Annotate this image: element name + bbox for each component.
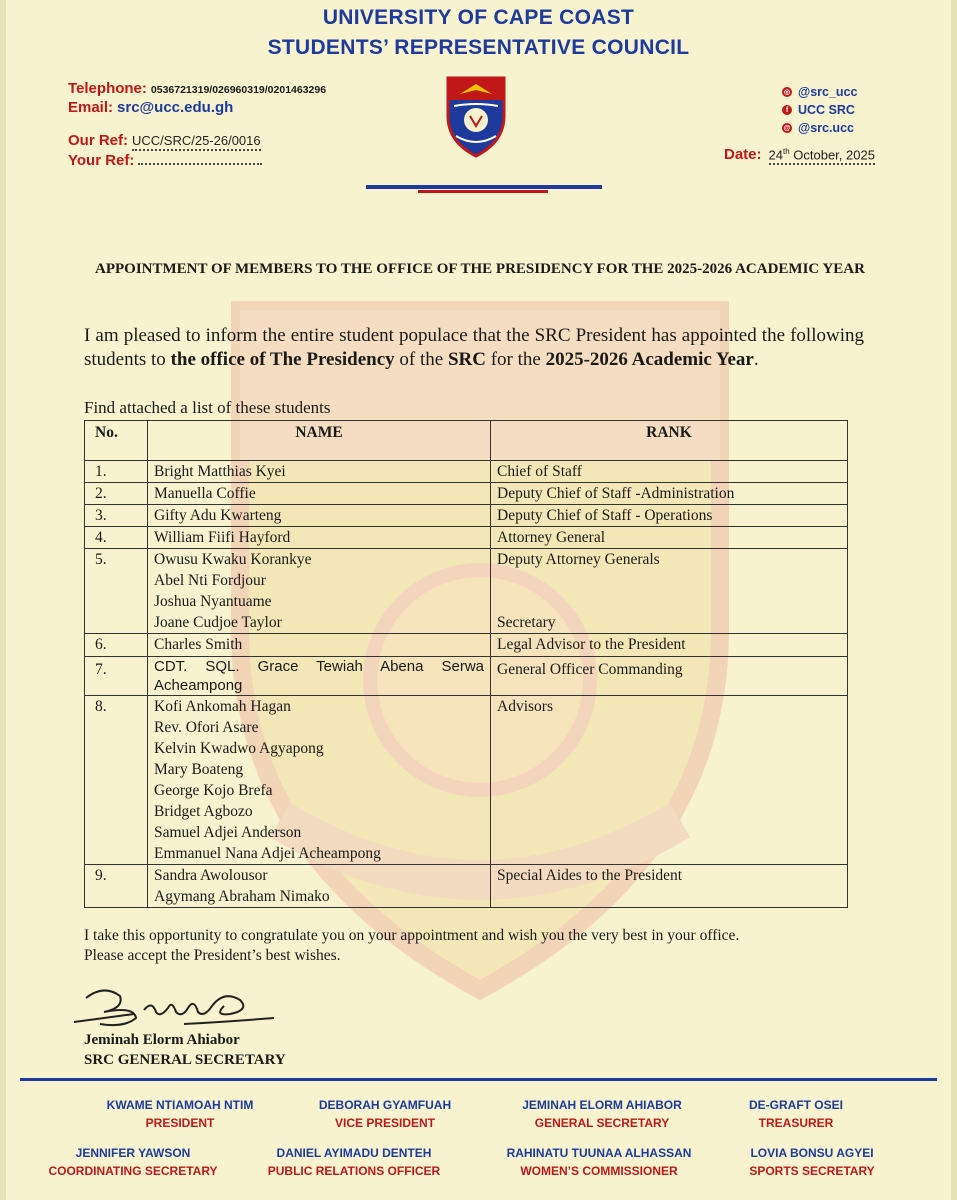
row-rank: Chief of Staff: [491, 461, 848, 483]
row-name: Abel Nti Fordjour: [154, 572, 266, 589]
table-row: [85, 527, 848, 549]
header-rank: RANK: [491, 421, 848, 461]
contact-block: [68, 80, 326, 118]
row-names: [148, 505, 491, 527]
row-name: CDT. SQL. Grace Tewiah Abena Serwa Acheampong: [154, 658, 484, 694]
frame-edge-right: [951, 0, 957, 1200]
row-names: [148, 634, 491, 657]
row-name: Manuella Coffie: [154, 485, 256, 502]
intro-bold-3: 2025-2026 Academic Year: [545, 349, 754, 370]
table-row: [85, 657, 848, 696]
row-rank: Deputy Chief of Staff - Operations: [491, 505, 848, 527]
row-rank: Special Aides to the President: [491, 865, 848, 908]
social-handles: [782, 83, 857, 137]
row-name: Bright Matthias Kyei: [154, 463, 286, 480]
footer-member: [474, 1146, 724, 1178]
row-name: Sandra Awolousor: [154, 867, 268, 884]
signature-icon: [64, 978, 284, 1034]
social-threads-text: @src.ucc: [798, 121, 854, 135]
our-ref-line: [68, 132, 262, 152]
footer-member-role: PRESIDENT: [145, 1116, 215, 1130]
intro-text-3: for the: [485, 349, 546, 370]
social-facebook[interactable]: [782, 101, 857, 119]
footer-member: [290, 1098, 480, 1130]
row-name: Agymang Abraham Nimako: [154, 888, 330, 905]
date-value: [769, 147, 875, 165]
email-label: Email:: [68, 99, 114, 116]
telephone-value: 0536721319/026960319/0201463296: [150, 84, 327, 96]
telephone-label: Telephone:: [68, 80, 147, 97]
row-names: [148, 461, 491, 483]
row-name: Kofi Ankomah Hagan: [154, 698, 291, 715]
row-name: Gifty Adu Kwarteng: [154, 507, 282, 524]
row-name: Mary Boateng: [154, 761, 244, 778]
footer-member: [28, 1146, 238, 1178]
row-name: Kelvin Kwadwo Agyapong: [154, 740, 324, 757]
header-no: No.: [85, 421, 148, 461]
row-no: 7.: [85, 657, 148, 696]
social-instagram[interactable]: [782, 83, 857, 101]
table-row: [85, 634, 848, 657]
footer-member-role: WOMEN’S COMMISSIONER: [520, 1164, 678, 1178]
footer-member-role: GENERAL SECRETARY: [534, 1116, 670, 1130]
date-suffix: th: [782, 146, 790, 156]
footer-member-role: PUBLIC RELATIONS OFFICER: [267, 1164, 441, 1178]
header-divider-blue: [366, 185, 602, 189]
date-line: [724, 146, 875, 165]
header-name: NAME: [148, 421, 491, 461]
row-no: 3.: [85, 505, 148, 527]
instagram-icon: ◎: [783, 89, 791, 96]
row-rank-spacer: [497, 570, 841, 612]
row-rank: Deputy Chief of Staff -Administration: [491, 483, 848, 505]
header-divider-red: [418, 190, 548, 193]
row-names: [148, 549, 491, 634]
closing-line-2: Please accept the President’s best wishes.: [84, 947, 341, 964]
your-ref-line: [68, 152, 262, 172]
table-row: [85, 549, 848, 634]
row-rank: Advisors: [491, 696, 848, 865]
row-rank-secondary: Secretary: [497, 614, 556, 631]
row-no: 9.: [85, 865, 148, 908]
date-day: 24: [768, 147, 783, 162]
intro-text-2: of the: [394, 349, 448, 370]
intro-bold-2: SRC: [447, 349, 486, 370]
signer-name: Jeminah Elorm Ahiabor: [84, 1032, 240, 1048]
row-name: Bridget Agbozo: [154, 803, 253, 820]
footer-member: [732, 1146, 892, 1178]
your-ref-label: Your Ref:: [68, 152, 135, 169]
row-no: 4.: [85, 527, 148, 549]
row-names: [148, 865, 491, 908]
university-title: UNIVERSITY OF CAPE COAST: [322, 6, 635, 29]
row-no: 8.: [85, 696, 148, 865]
row-no: 2.: [85, 483, 148, 505]
your-ref-blank: [138, 153, 262, 165]
date-rest: October, 2025: [789, 147, 875, 162]
row-name: Emmanuel Nana Adjei Acheampong: [154, 845, 381, 862]
footer-member-role: SPORTS SECRETARY: [749, 1164, 875, 1178]
table-row: [85, 483, 848, 505]
row-no: 1.: [85, 461, 148, 483]
row-name: William Fiifi Hayford: [154, 529, 291, 546]
footer-member-role: TREASURER: [758, 1116, 834, 1130]
row-rank: General Officer Commanding: [491, 657, 848, 696]
appointees-table: [84, 420, 848, 908]
closing-paragraph: [84, 926, 739, 966]
frame-edge-left: [0, 0, 6, 1200]
our-ref-label: Our Ref:: [68, 132, 128, 149]
row-rank: Legal Advisor to the President: [491, 634, 848, 657]
table-header-row: [85, 421, 848, 461]
facebook-icon: f: [782, 105, 792, 115]
row-rank: [491, 549, 848, 634]
signer-block: [84, 1030, 286, 1070]
footer-member: [716, 1098, 876, 1130]
row-names: [148, 696, 491, 865]
row-name: George Kojo Brefa: [154, 782, 273, 799]
footer-member: [244, 1146, 464, 1178]
intro-text-1: I am pleased to inform the entire student populace that the SRC President has appointed the following students to: [84, 325, 864, 370]
row-rank: Attorney General: [491, 527, 848, 549]
social-facebook-text: UCC SRC: [798, 103, 855, 117]
row-no: 6.: [85, 634, 148, 657]
closing-line-1: I take this opportunity to congratulate you on your appointment and wish you the very best in your office.: [84, 927, 740, 944]
footer-member-name: RAHINATU TUUNAA ALHASSAN: [506, 1146, 692, 1160]
footer-member: [492, 1098, 712, 1130]
row-no: 5.: [85, 549, 148, 634]
intro-text-4: .: [753, 349, 759, 370]
social-instagram-text: @src_ucc: [798, 85, 858, 99]
university-crest-icon: [440, 76, 512, 158]
table-row: [85, 505, 848, 527]
footer-member-name: KWAME NTIAMOAH NTIM: [106, 1098, 254, 1112]
reference-block: [68, 132, 262, 172]
row-name: Rev. Ofori Asare: [154, 719, 259, 736]
table-row: [85, 461, 848, 483]
row-name: Charles Smith: [154, 636, 243, 653]
row-name: Owusu Kwaku Korankye: [154, 551, 312, 568]
threads-icon: @: [783, 124, 791, 132]
row-names: [148, 527, 491, 549]
footer-member-name: DE-GRAFT OSEI: [748, 1098, 843, 1112]
footer-member-name: LOVIA BONSU AGYEI: [750, 1146, 874, 1160]
footer-divider: [20, 1078, 937, 1081]
table-row: [85, 865, 848, 908]
date-label: Date:: [724, 146, 762, 163]
footer-member: [80, 1098, 280, 1130]
row-name: Joshua Nyantuame: [154, 593, 272, 610]
intro-bold-1: the office of The Presidency: [170, 349, 395, 370]
find-attached-line: Find attached a list of these students: [84, 398, 331, 417]
footer-member-role: COORDINATING SECRETARY: [48, 1164, 218, 1178]
row-name: Joane Cudjoe Taylor: [154, 614, 282, 631]
email-value: src@ucc.edu.gh: [117, 99, 234, 116]
intro-paragraph: [84, 324, 864, 372]
footer-member-name: JENNIFER YAWSON: [75, 1146, 191, 1160]
email-line: [68, 99, 326, 118]
footer-member-name: DANIEL AYIMADU DENTEH: [276, 1146, 432, 1160]
row-names: [148, 657, 491, 696]
footer-member-name: DEBORAH GYAMFUAH: [318, 1098, 452, 1112]
row-rank-text: Deputy Attorney Generals: [497, 551, 660, 568]
telephone-line: [68, 80, 326, 99]
row-name: Samuel Adjei Anderson: [154, 824, 302, 841]
footer-member-role: VICE PRESIDENT: [334, 1116, 436, 1130]
signer-title: SRC GENERAL SECRETARY: [84, 1052, 286, 1068]
row-names: [148, 483, 491, 505]
table-row: [85, 696, 848, 865]
social-threads[interactable]: [782, 119, 857, 137]
letter-subject: APPOINTMENT OF MEMBERS TO THE OFFICE OF THE PRESIDENCY FOR THE 2025-2026 ACADEMIC YEAR: [95, 261, 865, 277]
council-title: STUDENTS’ REPRESENTATIVE COUNCIL: [267, 36, 690, 59]
our-ref-value: UCC/SRC/25-26/0016: [132, 133, 261, 151]
footer-member-name: JEMINAH ELORM AHIABOR: [522, 1098, 682, 1112]
